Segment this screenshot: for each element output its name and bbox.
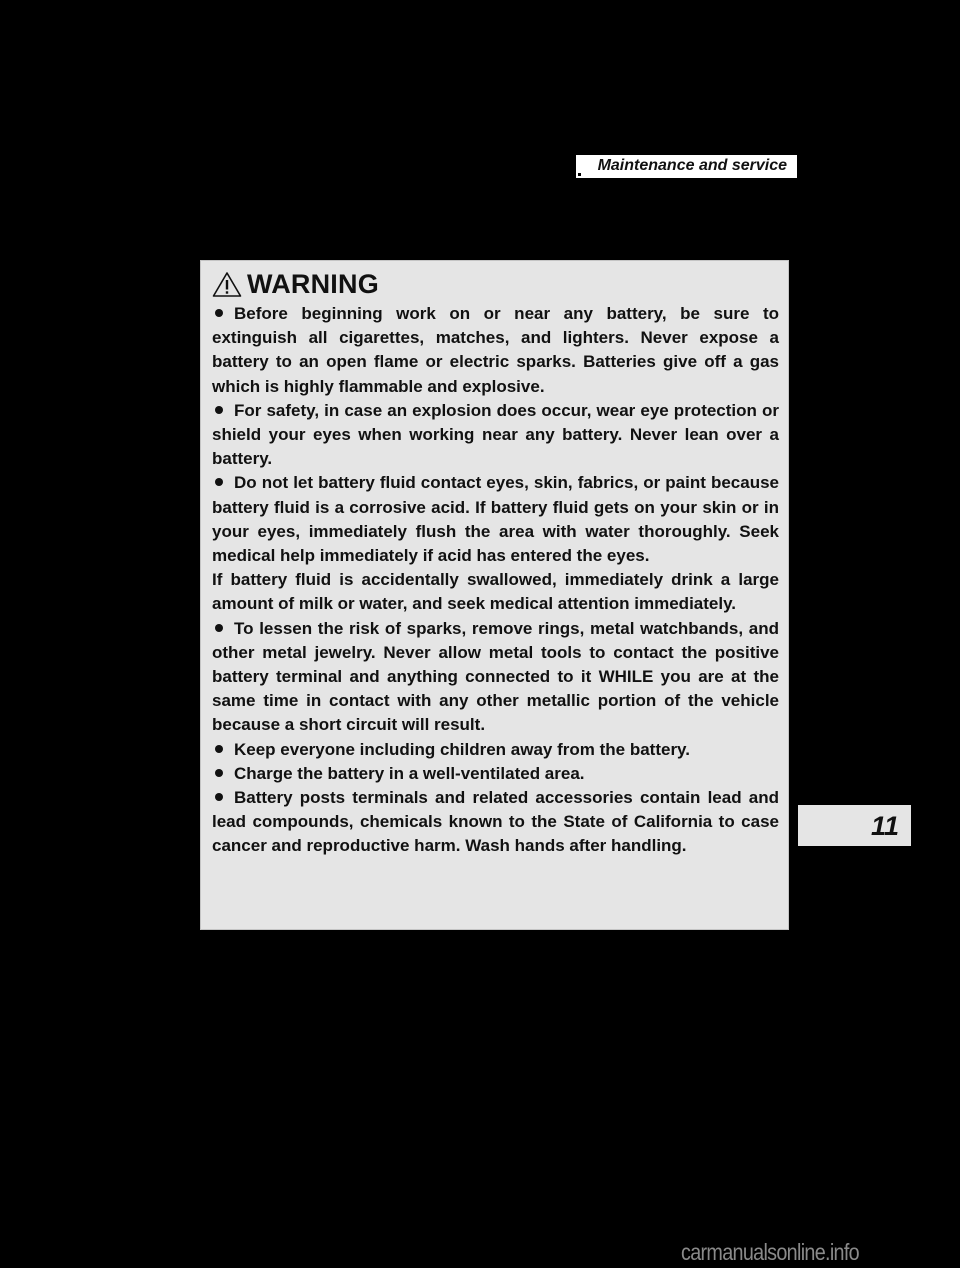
bullet-icon	[212, 762, 234, 786]
warning-body	[212, 302, 779, 859]
bullet-icon	[212, 786, 234, 810]
bullet-icon	[212, 471, 234, 495]
warning-item	[212, 786, 779, 859]
warning-item	[212, 399, 779, 472]
chapter-tab	[798, 805, 911, 846]
chapter-number: 11	[870, 811, 899, 841]
warning-item-text: Before beginning work on or near any battery, be sure to extinguish all cigarettes, matches, and lighters. Never expose a battery to an open flame or electric sparks. Batteries give off a gas which is highly flammable and explosive.	[212, 304, 779, 396]
bullet-icon	[212, 399, 234, 423]
warning-item	[212, 617, 779, 738]
warning-item	[212, 762, 779, 786]
warning-item-text: To lessen the risk of sparks, remove rings, metal watchbands, and other metal jewelry. Never allow metal tools to contact the positive battery terminal and anything connected to it WHILE you are at the same time in contact with any other metallic portion of the vehicle because a short circuit will result.	[212, 618, 779, 735]
warning-item-text: Keep everyone including children away from the battery.	[234, 739, 690, 759]
bullet-icon	[212, 738, 234, 762]
warning-item	[212, 738, 779, 762]
warning-item-text: If battery fluid is accidentally swallowed, immediately drink a large amount of milk or water, and seek medical attention immediately.	[212, 570, 779, 614]
warning-item	[212, 568, 779, 616]
warning-item-text: For safety, in case an explosion does occur, wear eye protection or shield your eyes when working near any battery. Never lean over a battery.	[212, 400, 779, 469]
warning-item-text: Do not let battery fluid contact eyes, skin, fabrics, or paint because battery fluid is a corrosive acid. If battery fluid gets on your skin or in your eyes, immediately flush the area with water thoroughly. Seek medical help immediately if acid has entered the eyes.	[212, 473, 779, 566]
warning-box	[200, 260, 789, 930]
bullet-icon	[212, 302, 234, 326]
warning-heading	[212, 268, 379, 298]
warning-item	[212, 302, 779, 399]
warning-title: WARNING	[247, 269, 379, 299]
header-marker-dot	[578, 173, 581, 176]
section-title: Maintenance and service	[597, 157, 787, 174]
warning-item-text: Battery posts terminals and related accessories contain lead and lead compounds, chemicals known to the State of California to case cancer and reproductive harm. Wash hands after handling.	[212, 788, 779, 856]
warning-item	[212, 471, 779, 568]
section-header-label	[576, 155, 797, 178]
warning-triangle-icon	[212, 271, 242, 298]
warning-item-text: Charge the battery in a well-ventilated area.	[234, 763, 585, 783]
watermark: carmanualsonline.info	[681, 1239, 859, 1265]
bullet-icon	[212, 617, 234, 641]
